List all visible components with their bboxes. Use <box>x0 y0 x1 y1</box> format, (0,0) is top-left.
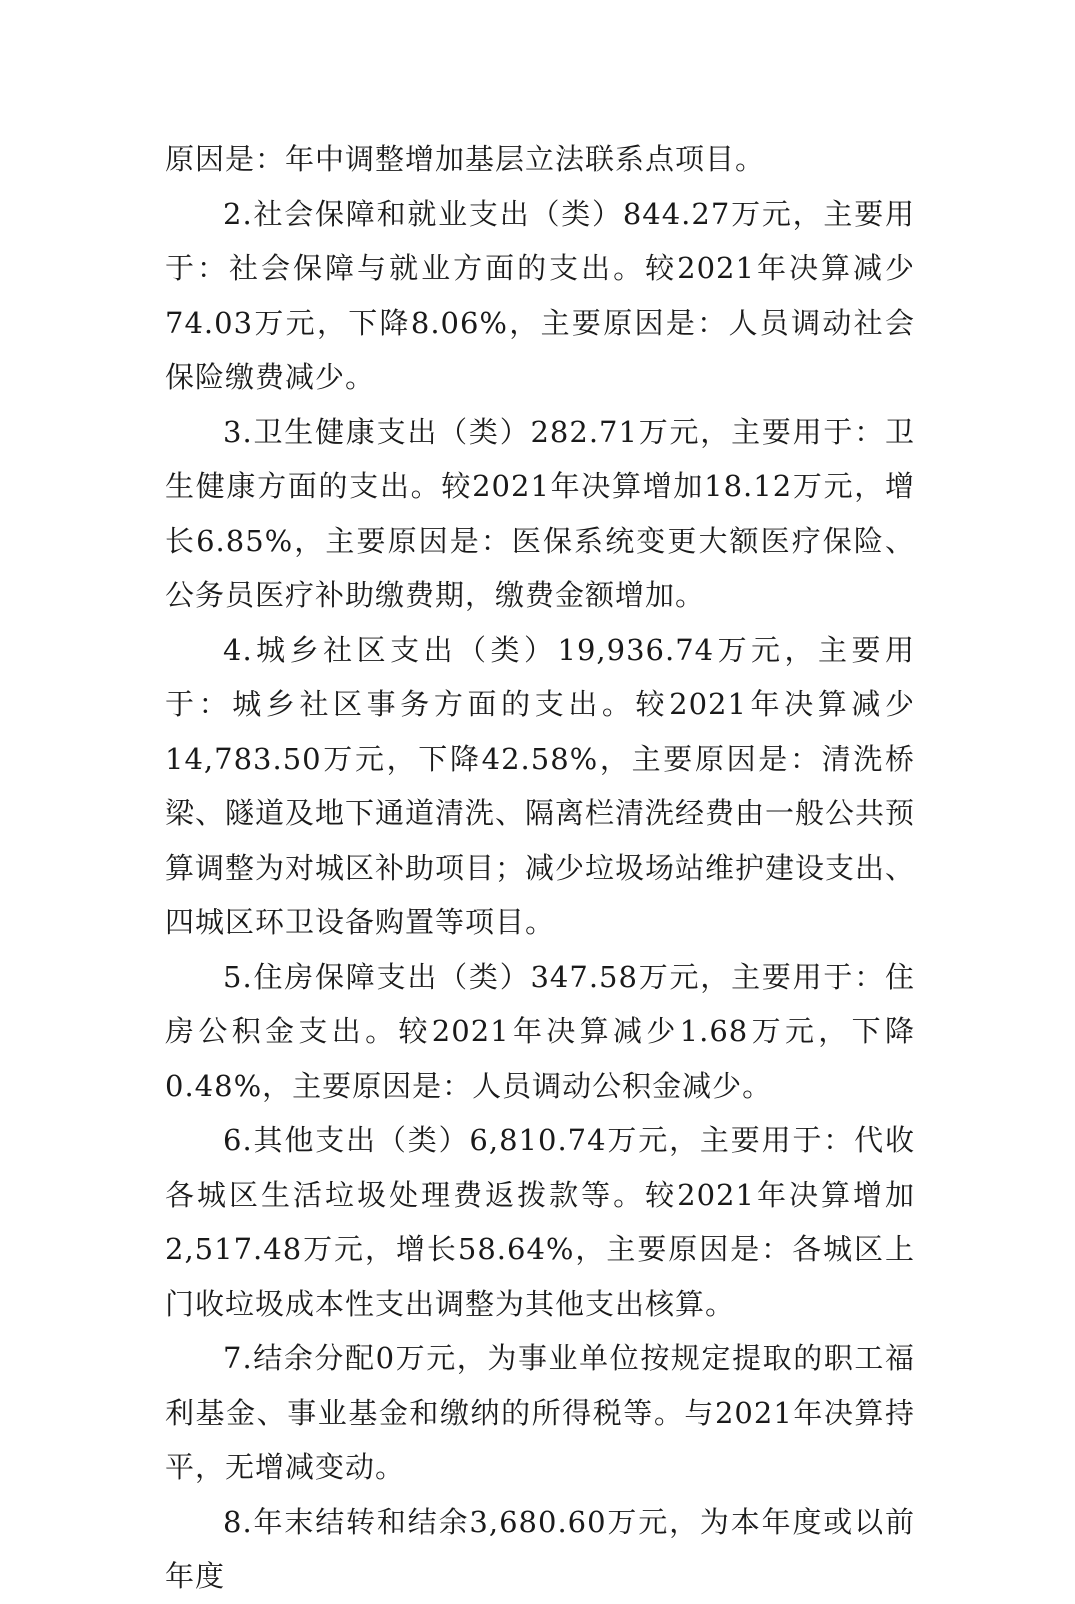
paragraph-health: 3.卫生健康支出（类）282.71万元，主要用于：卫生健康方面的支出。较2021年决算增加18.12万元，增长6.85%，主要原因是：医保系统变更大额医疗保险、公务员医疗补助缴费期，缴费金额增加。 <box>165 414 915 612</box>
paragraph-other: 6.其他支出（类）6,810.74万元，主要用于：代收各城区生活垃圾处理费返拨款等。较2021年决算增加2,517.48万元，增长58.64%，主要原因是：各城区上门收垃圾成本性支出调整为其他支出核算。 <box>165 1123 915 1321</box>
paragraph-social-security: 2.社会保障和就业支出（类）844.27万元，主要用于：社会保障与就业方面的支出。较2021年决算减少74.03万元，下降8.06%，主要原因是：人员调动社会保险缴费减少。 <box>165 196 915 394</box>
paragraph-housing: 5.住房保障支出（类）347.58万元，主要用于：住房公积金支出。较2021年决算减少1.68万元，下降0.48%，主要原因是：人员调动公积金减少。 <box>165 959 915 1103</box>
paragraph-year-end-balance: 8.年末结转和结余3,680.60万元，为本年度或以前年度 <box>165 1504 915 1593</box>
body-text <box>165 132 915 1604</box>
paragraph-surplus-allocation: 7.结余分配0万元，为事业单位按规定提取的职工福利基金、事业基金和缴纳的所得税等。与2021年决算持平，无增减变动。 <box>165 1341 915 1484</box>
paragraph-continuation: 原因是：年中调整增加基层立法联系点项目。 <box>165 142 766 176</box>
paragraph-urban-rural: 4.城乡社区支出（类）19,936.74万元，主要用于：城乡社区事务方面的支出。较2021年决算减少14,783.50万元，下降42.58%，主要原因是：清洗桥梁、隧道及地下通道清洗、隔离栏清洗经费由一般公共预算调整为对城区补助项目；减少垃圾场站维护建设支出、四城区环卫设备购置等项目。 <box>165 632 916 939</box>
